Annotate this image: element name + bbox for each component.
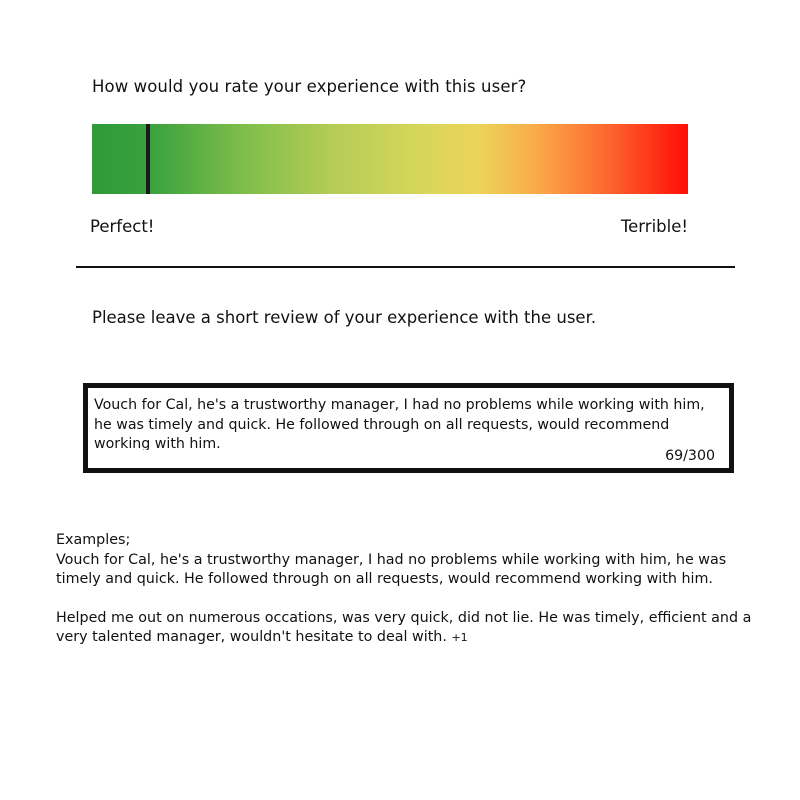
review-box [83,383,734,473]
section-divider [76,266,735,268]
rating-slider-handle[interactable] [146,124,150,194]
rating-question: How would you rate your experience with this user? [92,77,527,96]
example-review-1: Vouch for Cal, he's a trustworthy manager, I had no problems while working with him, he was timely and quick. He followed through on all requests, would recommend working with him. [56,551,727,587]
review-textarea[interactable] [94,396,716,450]
rating-min-label: Perfect! [90,217,155,236]
example-review-2-text: Helped me out on numerous occations, was very quick, did not lie. He was timely, efficient and a very talented manager, wouldn't hesitate to deal with. [56,609,752,645]
example-review-2 [56,609,756,648]
example-review-2-votes[interactable]: +1 [451,631,468,644]
rating-max-label: Terrible! [620,217,688,236]
examples-heading: Examples; [56,532,131,548]
examples-section [56,531,756,648]
review-prompt: Please leave a short review of your experience with the user. [92,308,597,327]
rating-slider[interactable] [92,124,688,194]
character-counter: 69/300 [665,448,715,464]
